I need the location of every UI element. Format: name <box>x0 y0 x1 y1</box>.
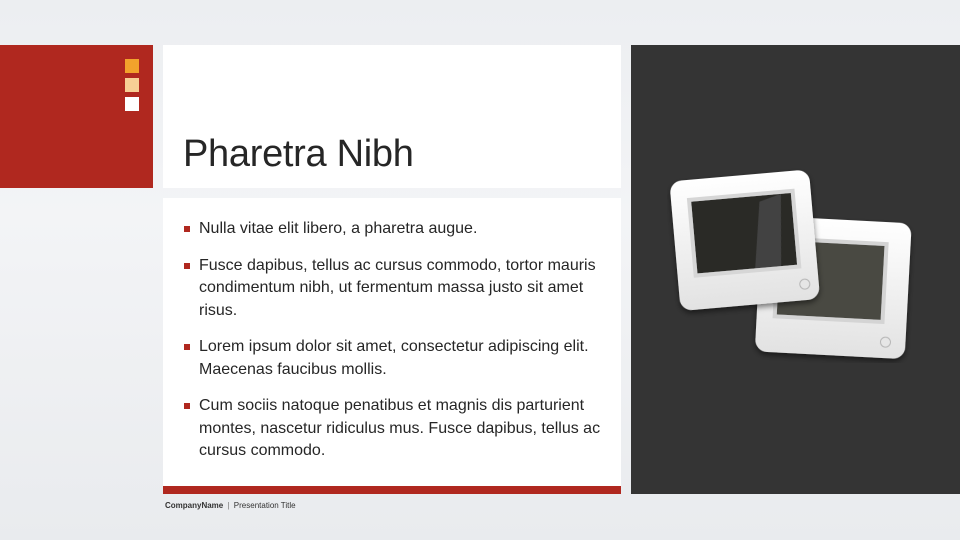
bullet-marker-icon <box>184 226 190 232</box>
footer-accent-bar <box>163 486 621 494</box>
footer-separator: | <box>227 501 230 510</box>
white-square <box>125 97 139 111</box>
presentation-title: Presentation Title <box>233 501 296 510</box>
bullet-item <box>183 218 603 241</box>
body-panel <box>163 198 621 486</box>
title-panel <box>163 45 621 188</box>
photo-slides-icon <box>667 163 917 363</box>
image-panel <box>631 45 960 494</box>
bullet-text: Lorem ipsum dolor sit amet, consectetur adipiscing elit. Maecenas faucibus mollis. <box>199 338 589 378</box>
bullet-text: Cum sociis natoque penatibus et magnis dis parturient montes, nascetur ridiculus mus. Fusce dapibus, tellus ac cursus commodo. <box>199 397 601 459</box>
bullet-item <box>183 395 603 463</box>
orange-square <box>125 59 139 73</box>
footer <box>165 501 296 510</box>
bullet-marker-icon <box>184 403 190 409</box>
bullet-text: Fusce dapibus, tellus ac cursus commodo, tortor mauris condimentum nibh, ut fermentum massa justo sit amet risus. <box>199 256 596 319</box>
bullet-item <box>183 336 603 381</box>
slide-title: Pharetra Nibh <box>183 133 414 175</box>
peach-square <box>125 78 139 92</box>
bullet-text: Nulla vitae elit libero, a pharetra augue. <box>199 220 478 237</box>
company-name: CompanyName <box>165 501 224 510</box>
bullet-marker-icon <box>184 344 190 350</box>
bullet-list <box>183 218 603 477</box>
bullet-marker-icon <box>184 263 190 269</box>
bullet-item <box>183 255 603 323</box>
